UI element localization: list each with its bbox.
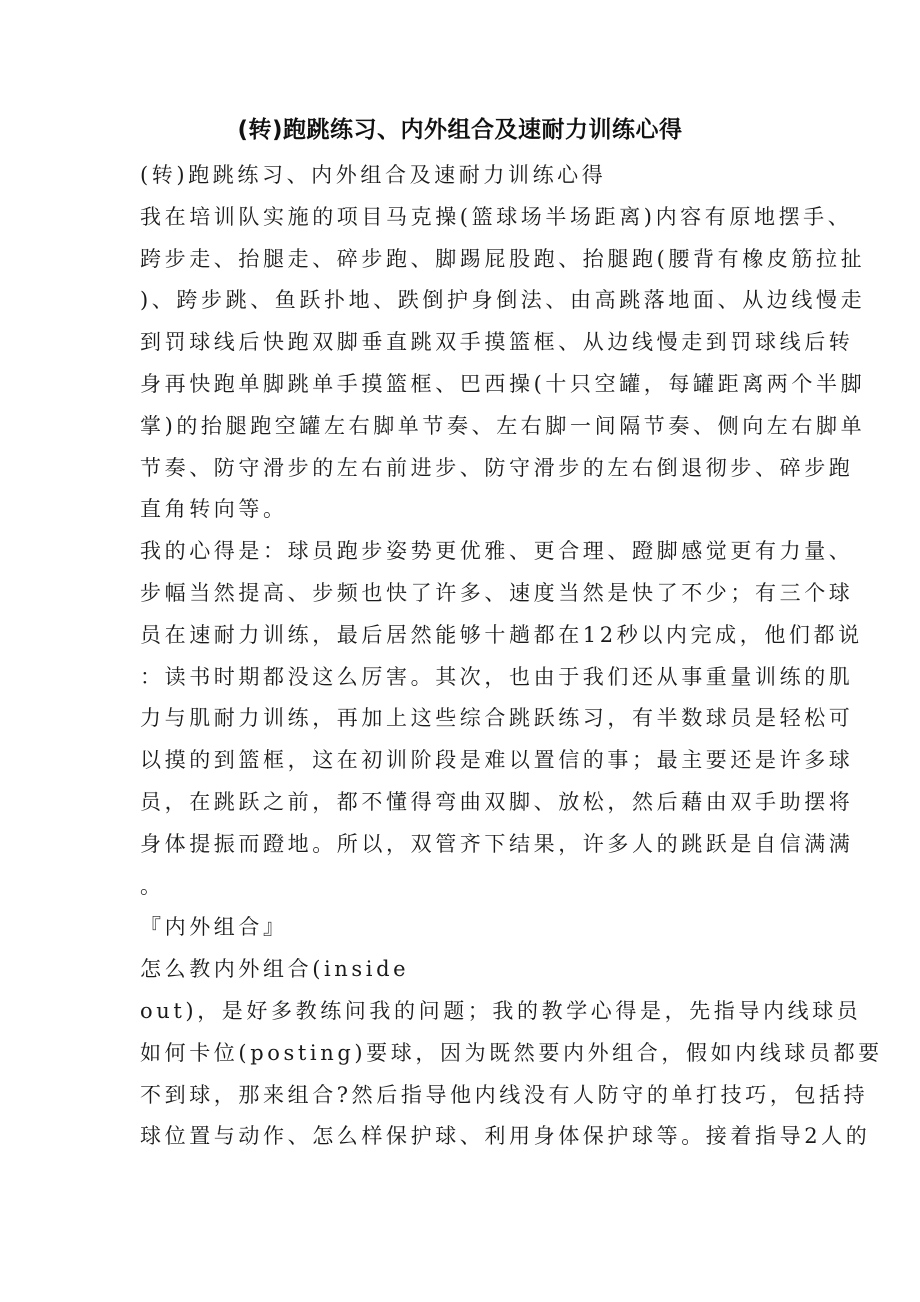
paragraph-line: 员，在跳跃之前，都不懂得弯曲双脚、放松，然后藉由双手助摆将 [140, 789, 854, 814]
paragraph-line: ：读书时期都没这么厉害。其次，也由于我们还从事重量训练的肌 [140, 664, 854, 689]
section-heading: 『内外组合』 [140, 915, 288, 940]
paragraph-line: 身再快跑单脚跳单手摸篮框、巴西操(十只空罐，每罐距离两个半脚 [140, 371, 866, 396]
paragraph-line: 直角转向等。 [140, 497, 288, 522]
paragraph-line: 我在培训队实施的项目马克操(篮球场半场距离)内容有原地摆手、 [140, 204, 853, 229]
paragraph-line: 节奏、防守滑步的左右前进步、防守滑步的左右倒退彻步、碎步跑 [140, 455, 854, 480]
subtitle-line: (转)跑跳练习、内外组合及速耐力训练心得 [140, 163, 607, 187]
paragraph-line: out)，是好多教练问我的问题；我的教学心得是，先指导内线球员 [140, 998, 862, 1023]
paragraph-line: 身体提振而蹬地。所以，双管齐下结果，许多人的跳跃是自信满满 [140, 831, 854, 856]
paragraph-line: 球位置与动作、怎么样保护球、利用身体保护球等。接着指导2人的 [140, 1124, 871, 1149]
paragraph-line: 员在速耐力训练，最后居然能够十趟都在12秒以内完成，他们都说 [140, 622, 863, 647]
paragraph-line: 我的心得是：球员跑步姿势更优雅、更合理、蹬脚感觉更有力量、 [140, 539, 854, 564]
document-body [140, 157, 883, 1160]
paragraph-line: 不到球，那来组合?然后指导他内线没有人防守的单打技巧，包括持 [140, 1082, 869, 1107]
paragraph-line: 如何卡位(posting)要球，因为既然要内外组合，假如内线球员都要 [140, 1040, 883, 1065]
paragraph-line: 跨步走、抬腿走、碎步跑、脚踢屁股跑、抬腿跑(腰背有橡皮筋拉扯 [140, 246, 866, 271]
document-title: (转)跑跳练习、内外组合及速耐力训练心得 [237, 117, 683, 143]
paragraph-line: 步幅当然提高、步频也快了许多、速度当然是快了不少；有三个球 [140, 580, 854, 605]
paragraph-line: 力与肌耐力训练，再加上这些综合跳跃练习，有半数球员是轻松可 [140, 706, 854, 731]
paragraph-line: 掌)的抬腿跑空罐左右脚单节奏、左右脚一间隔节奏、侧向左右脚单 [140, 413, 866, 438]
paragraph-line: 以摸的到篮框，这在初训阶段是难以置信的事；最主要还是许多球 [140, 748, 854, 773]
paragraph-line: 到罚球线后快跑双脚垂直跳双手摸篮框、从边线慢走到罚球线后转 [140, 330, 854, 355]
paragraph-line: 怎么教内外组合(inside [140, 957, 410, 982]
paragraph-line: )、跨步跳、鱼跃扑地、跌倒护身倒法、由高跳落地面、从边线慢走 [140, 288, 866, 313]
paragraph-line: 。 [140, 873, 165, 898]
